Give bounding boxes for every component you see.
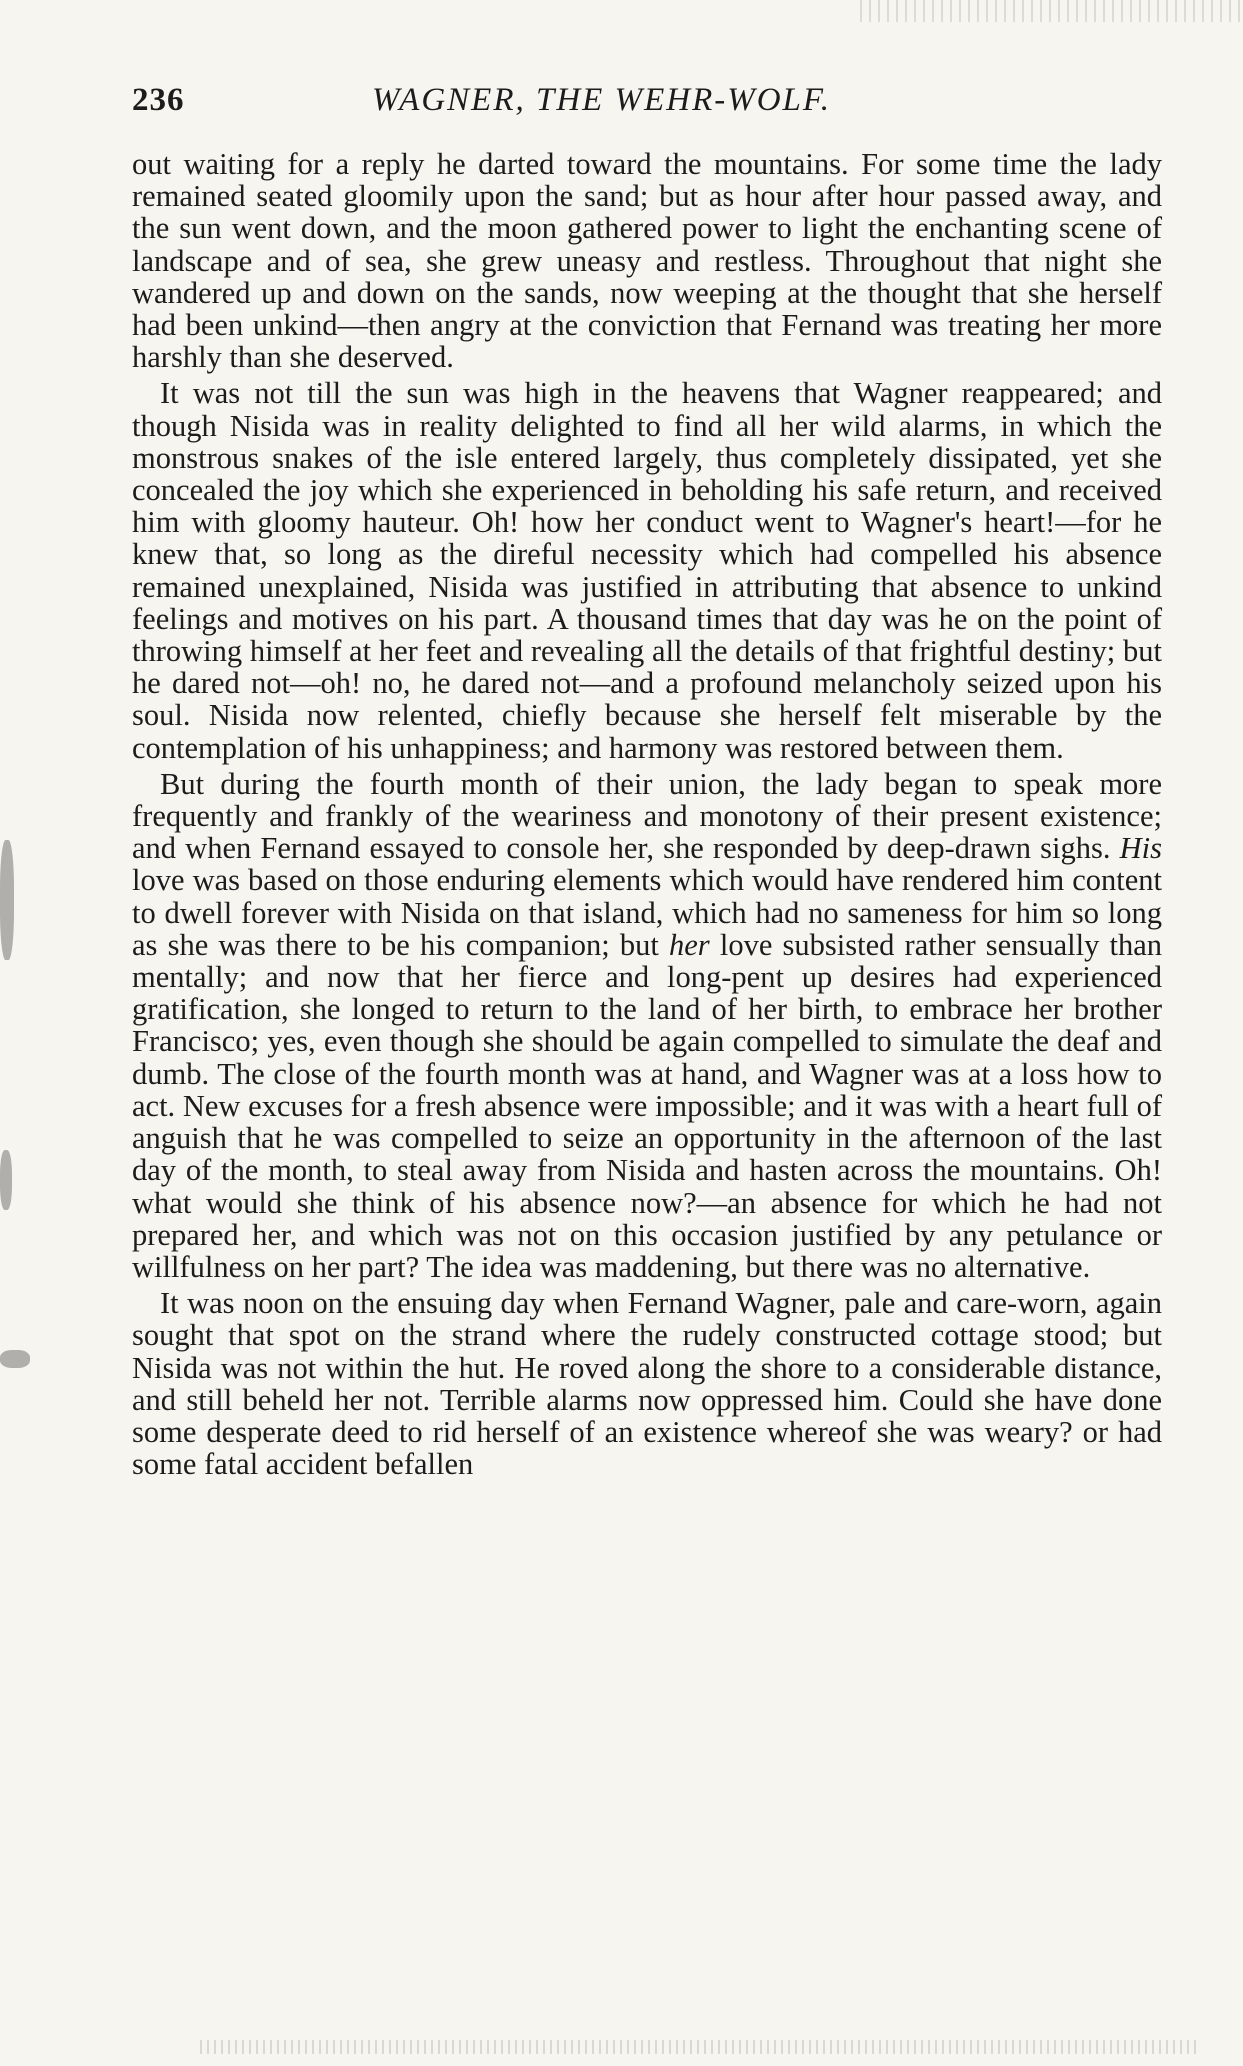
scan-edge-mark <box>0 1150 12 1210</box>
scan-edge-mark <box>0 840 14 960</box>
paragraph: It was noon on the ensuing day when Fernand Wagner, pale and care-worn, again sought that spot on the strand where the rudely constructed cottage stood; but Nisida was not within the hut. He roved along the shore to a considerable distance, and still beheld her not. Terrible alarms now oppressed him. Could she have done some desperate deed to rid herself of an existence whereof she was weary? or had some fatal accident befallen <box>132 1286 1162 1482</box>
paragraph: out waiting for a reply he darted toward the mountains. For some time the lady remained seated gloomily upon the sand; but as hour after hour passed away, and the sun went down, and the moon gathered power to light the enchanting scene of landscape and of sea, she grew uneasy and restless. Throughout that night she wandered up and down on the sands, now weeping at the thought that she herself had been unkind—then angry at the conviction that Fernand was treating her more harshly than she deserved. <box>132 147 1162 375</box>
paragraph-text: love subsisted rather sensually than mentally; and now that her fierce and long-pent up desires had experienced gratification, she longed to return to the land of her birth, to embrace her brother Francisco; yes, even though she should be again compelled to simulate the deaf and dumb. The close of the fourth month was at hand, and Wagner was at a loss how to act. New excuses for a fresh absence were impossible; and it was with a heart full of anguish that he was compelled to seize an opportunity in the afternoon of the last day of the month, to steal away from Nisida and hasten across the mountains. Oh! what would she think of his absence now?—an absence for which he had not prepared her, and which was not on this occasion justified by any petulance or willfulness on her part? The idea was maddening, but there was no alternative. <box>132 927 1162 1284</box>
body-text <box>132 148 1162 1484</box>
paragraph: It was not till the sun was high in the heavens that Wagner reappeared; and though Nisida was in reality delighted to find all her wild alarms, in which the monstrous snakes of the isle entered largely, thus completely dissipated, yet she concealed the joy which she experienced in beholding his safe return, and received him with gloomy hauteur. Oh! how her conduct went to Wagner's heart!—for he knew that, so long as the direful necessity which had compelled his absence remained unexplained, Nisida was justified in attributing that absence to unkind feelings and motives on his part. A thousand times that day was he on the point of throwing himself at her feet and revealing all the details of that frightful destiny; but he dared not—oh! no, he dared not—and a profound melancholy seized upon his soul. Nisida now relented, chiefly because she herself felt miserable by the contemplation of his unhappiness; and harmony was restored between them. <box>132 376 1162 765</box>
page-header <box>132 82 1162 128</box>
running-head: WAGNER, THE WEHR-WOLF. <box>372 82 832 118</box>
page-number: 236 <box>132 82 185 118</box>
paragraph-text: But during the fourth month of their union, the lady began to speak more frequently and frankly of the weariness and monotony of their present existence; and when Fernand essayed to console her, she responded by deep-drawn sighs. <box>132 766 1162 866</box>
scan-noise-top <box>860 0 1243 22</box>
emphasis-text: His <box>1119 831 1162 866</box>
emphasis-text: her <box>669 927 710 962</box>
scan-noise-bottom <box>200 2040 1200 2054</box>
scan-edge-mark <box>0 1350 30 1368</box>
paragraph-text: love was based on those enduring elements which would have rendered him content to dwell forever with Nisida on that island, which had no sameness for him so long as she was there to be his companion; but <box>132 863 1162 962</box>
paragraph <box>132 768 1162 1283</box>
